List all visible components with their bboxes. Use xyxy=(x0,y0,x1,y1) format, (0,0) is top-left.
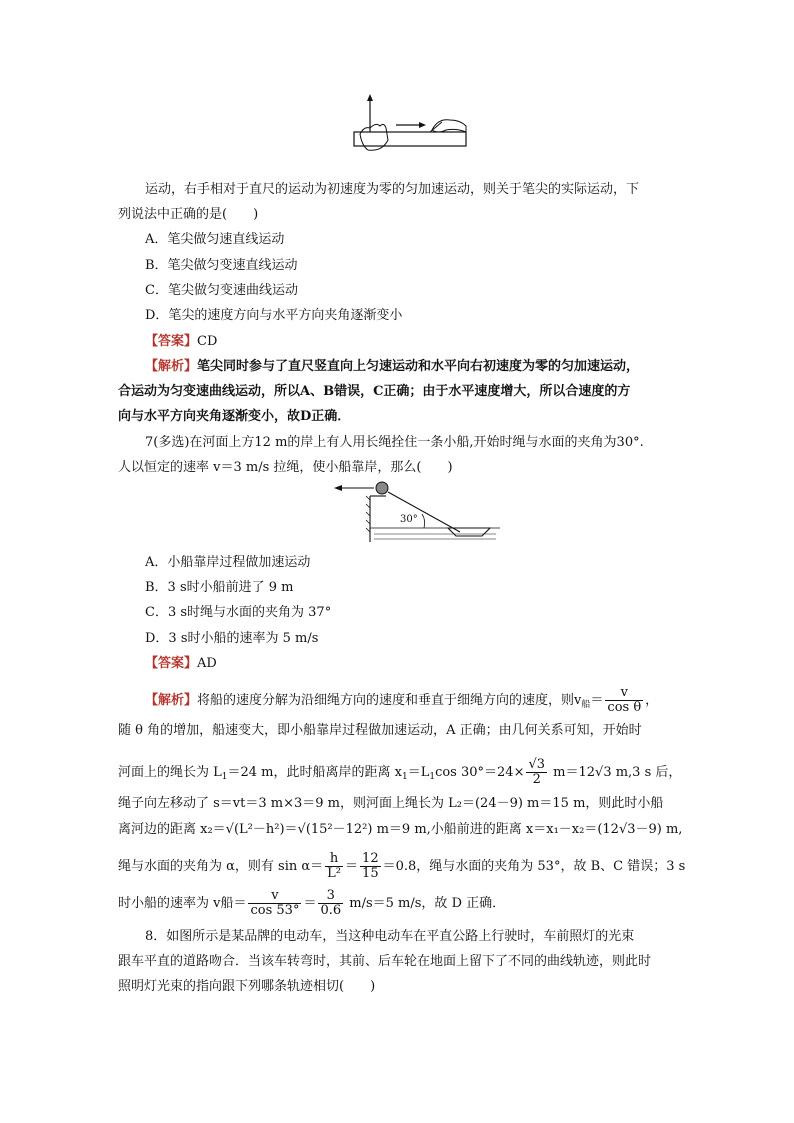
sub: 1 xyxy=(221,772,228,782)
denominator: 2 xyxy=(532,772,541,787)
q6-option-b: B．笔尖做匀变速直线运动 xyxy=(145,258,298,273)
q6-option-c: C．笔尖做匀变速曲线运动 xyxy=(145,283,298,298)
q7-option-c: C．3 s时绳与水面的夹角为 37° xyxy=(145,605,332,620)
text: ＝L xyxy=(407,765,430,780)
numerator: h xyxy=(325,852,343,867)
fraction xyxy=(526,758,547,787)
q7-analysis-line1 xyxy=(145,686,658,715)
q7-analysis-line2: 随 θ 角的增加，船速变大，即小船靠岸过程做加速运动，A 正确；由几何关系可知，开始时 xyxy=(118,723,642,738)
math-sub: 船 xyxy=(581,700,591,710)
q7-option-a: A．小船靠岸过程做加速运动 xyxy=(145,555,311,570)
sub: 1 xyxy=(429,772,436,782)
q8-line3: 照明灯光束的指向跟下列哪条轨迹相切( ) xyxy=(118,979,376,994)
fraction xyxy=(605,686,643,715)
q7-answer xyxy=(145,654,217,674)
fraction xyxy=(248,889,301,918)
q7-analysis-line6 xyxy=(118,852,685,881)
text: 绳与水面的夹角为 α，则有 sin α＝ xyxy=(118,859,324,874)
text: ＝ xyxy=(303,896,317,911)
answer-value: AD xyxy=(197,656,217,671)
q6-option-a: A．笔尖做匀速直线运动 xyxy=(145,232,285,247)
boat-rope-figure xyxy=(330,476,506,548)
text: cos 30°＝24× xyxy=(435,765,525,780)
q7-option-b: B．3 s时小船前进了 9 m xyxy=(145,580,294,595)
q7-stem-line2: 人以恒定的速率 v＝3 m/s 拉绳，使小船靠岸，那么( ) xyxy=(118,460,453,475)
text: m/s＝5 m/s，故 D 正确． xyxy=(345,896,506,911)
analysis-text: 笔尖同时参与了直尺竖直向上匀速运动和水平向右初速度为零的匀加速运动， xyxy=(197,359,640,374)
q6-analysis-line3: 向与水平方向夹角逐渐变小，故D正确． xyxy=(118,409,351,424)
denominator: 0.6 xyxy=(320,903,342,918)
denominator: cos 53° xyxy=(250,903,300,918)
answer-tag: 【答案】 xyxy=(145,334,198,349)
q7-analysis-line7 xyxy=(118,889,505,918)
q6-analysis-line2: 合运动为匀变速曲线运动，所以A、B错误，C正确；由于水平速度增大，所以合速度的方 xyxy=(118,384,631,399)
text: 时小船的速率为 v船＝ xyxy=(118,896,247,911)
q7-analysis-line4: 绳子向左移动了 s＝vt＝3 m×3＝9 m，则河面上绳长为 L₂＝(24－9) m＝15 m，则此时小船 xyxy=(118,796,664,811)
q6-option-d: D．笔尖的速度方向与水平方向夹角逐渐变小 xyxy=(145,308,403,323)
denominator: cos θ xyxy=(607,700,642,715)
numerator: √3 xyxy=(528,757,546,772)
q8-line1: 8．如图所示是某品牌的电动车，当这种电动车在平直公路上行驶时，车前照灯的光束 xyxy=(145,929,635,944)
text: ＝ xyxy=(345,859,359,874)
analysis-tag: 【解析】 xyxy=(145,359,198,374)
numerator: 3 xyxy=(318,889,343,904)
q7-analysis-line3 xyxy=(118,758,681,787)
numerator: v xyxy=(248,889,301,904)
q6-analysis-line1 xyxy=(145,357,639,377)
q6-answer xyxy=(145,332,217,352)
fraction xyxy=(360,852,381,881)
answer-value: CD xyxy=(197,334,218,349)
math-v: v xyxy=(574,693,582,708)
fraction xyxy=(318,889,343,918)
text: ＝0.8，绳与水面的夹角为 53°，故 B、C 错误；3 s xyxy=(382,859,686,874)
ruler-hand-figure xyxy=(346,92,470,154)
denominator: L² xyxy=(327,866,342,881)
sub: 1 xyxy=(401,772,408,782)
math-eq: ＝ xyxy=(590,693,604,708)
text: ＝24 m，此时船离岸的距离 x xyxy=(227,765,402,780)
denominator: 15 xyxy=(362,866,379,881)
analysis-text: 将船的速度分解为沿细绳方向的速度和垂直于细绳方向的速度，则 xyxy=(197,693,575,708)
numerator: 12 xyxy=(362,851,379,866)
text: 河面上的绳长为 L xyxy=(118,765,222,780)
q7-stem-line1: 7(多选)在河面上方12 m的岸上有人用长绳拴住一条小船,开始时绳与水面的夹角为30°. xyxy=(145,435,644,450)
q7-option-d: D．3 s时小船的速率为 5 m/s xyxy=(145,631,319,646)
q8-line2: 跟车平直的道路吻合．当该车转弯时，其前、后车轮在地面上留下了不同的曲线轨迹，则此时 xyxy=(118,954,652,969)
analysis-tag: 【解析】 xyxy=(145,693,198,708)
q7-analysis-line5: 离河边的距离 x₂＝√(L²－h²)＝√(15²－12²) m＝9 m,小船前进的距离 x＝x₁－x₂＝(12√3－9) m, xyxy=(118,822,683,837)
angle-label: 30° xyxy=(400,514,418,525)
answer-tag: 【答案】 xyxy=(145,656,198,671)
math-end: ， xyxy=(645,693,659,708)
q6-stem-line1: 运动，右手相对于直尺的运动为初速度为零的匀加速运动，则关于笔尖的实际运动，下 xyxy=(145,182,640,197)
numerator: v xyxy=(605,686,643,701)
text: m＝12√3 m,3 s 后， xyxy=(549,765,682,780)
fraction xyxy=(325,852,343,881)
q6-stem-line2: 列说法中正确的是( ) xyxy=(118,207,259,222)
